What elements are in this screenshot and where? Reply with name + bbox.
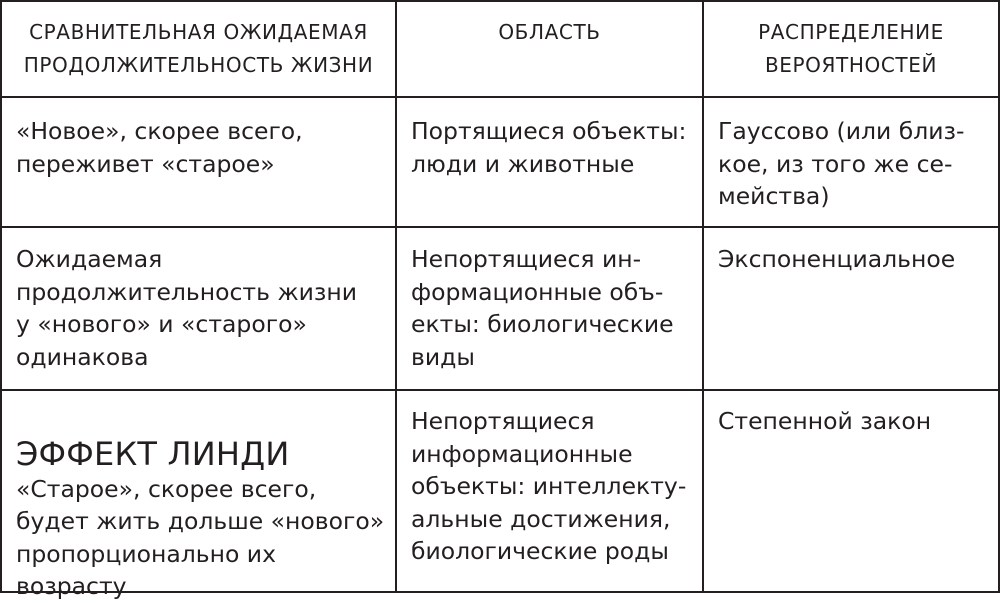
column-divider-2: [702, 0, 704, 593]
lindy-effect-description: «Старое», скорее всего, будет жить дольше «нового» пропорционально их возрасту: [16, 474, 385, 600]
row3-distribution: Степенной закон: [718, 407, 932, 435]
row2-area: Непортящиеся ин- формационные объ- екты: биологические виды: [411, 245, 674, 371]
row-divider-2: [0, 389, 1000, 391]
row-divider-1: [0, 226, 1000, 228]
row1-area: Портящиеся объекты: люди и животные: [411, 117, 687, 178]
row1-distribution: Гауссово (или близ- кое, из того же се- мейства): [718, 117, 965, 210]
header-distribution: РАСПРЕДЕЛЕНИЕ ВЕРОЯТНОСТЕЙ: [758, 20, 944, 77]
header-life-expectancy: СРАВНИТЕЛЬНАЯ ОЖИДАЕМАЯ ПРОДОЛЖИТЕЛЬНОСТЬ ЖИЗНИ: [23, 20, 374, 77]
row3-area: Непортящиеся информационные объекты: интеллекту- альные достижения, биологические роды: [411, 407, 687, 565]
row3-life-expectancy: [16, 402, 394, 603]
header-divider: [0, 96, 1000, 98]
row1-life-expectancy: «Новое», скорее всего, переживет «старое»: [16, 117, 303, 178]
header-area: ОБЛАСТЬ: [498, 20, 601, 44]
lindy-effect-title: ЭФФЕКТ ЛИНДИ: [16, 434, 290, 473]
column-divider-1: [395, 0, 397, 593]
row2-life-expectancy: Ожидаемая продолжительность жизни у «нового» и «старого» одинакова: [16, 245, 358, 371]
table-border-left: [0, 0, 2, 593]
row2-distribution: Экспоненциальное: [718, 245, 956, 273]
table-border-top: [0, 0, 1000, 2]
